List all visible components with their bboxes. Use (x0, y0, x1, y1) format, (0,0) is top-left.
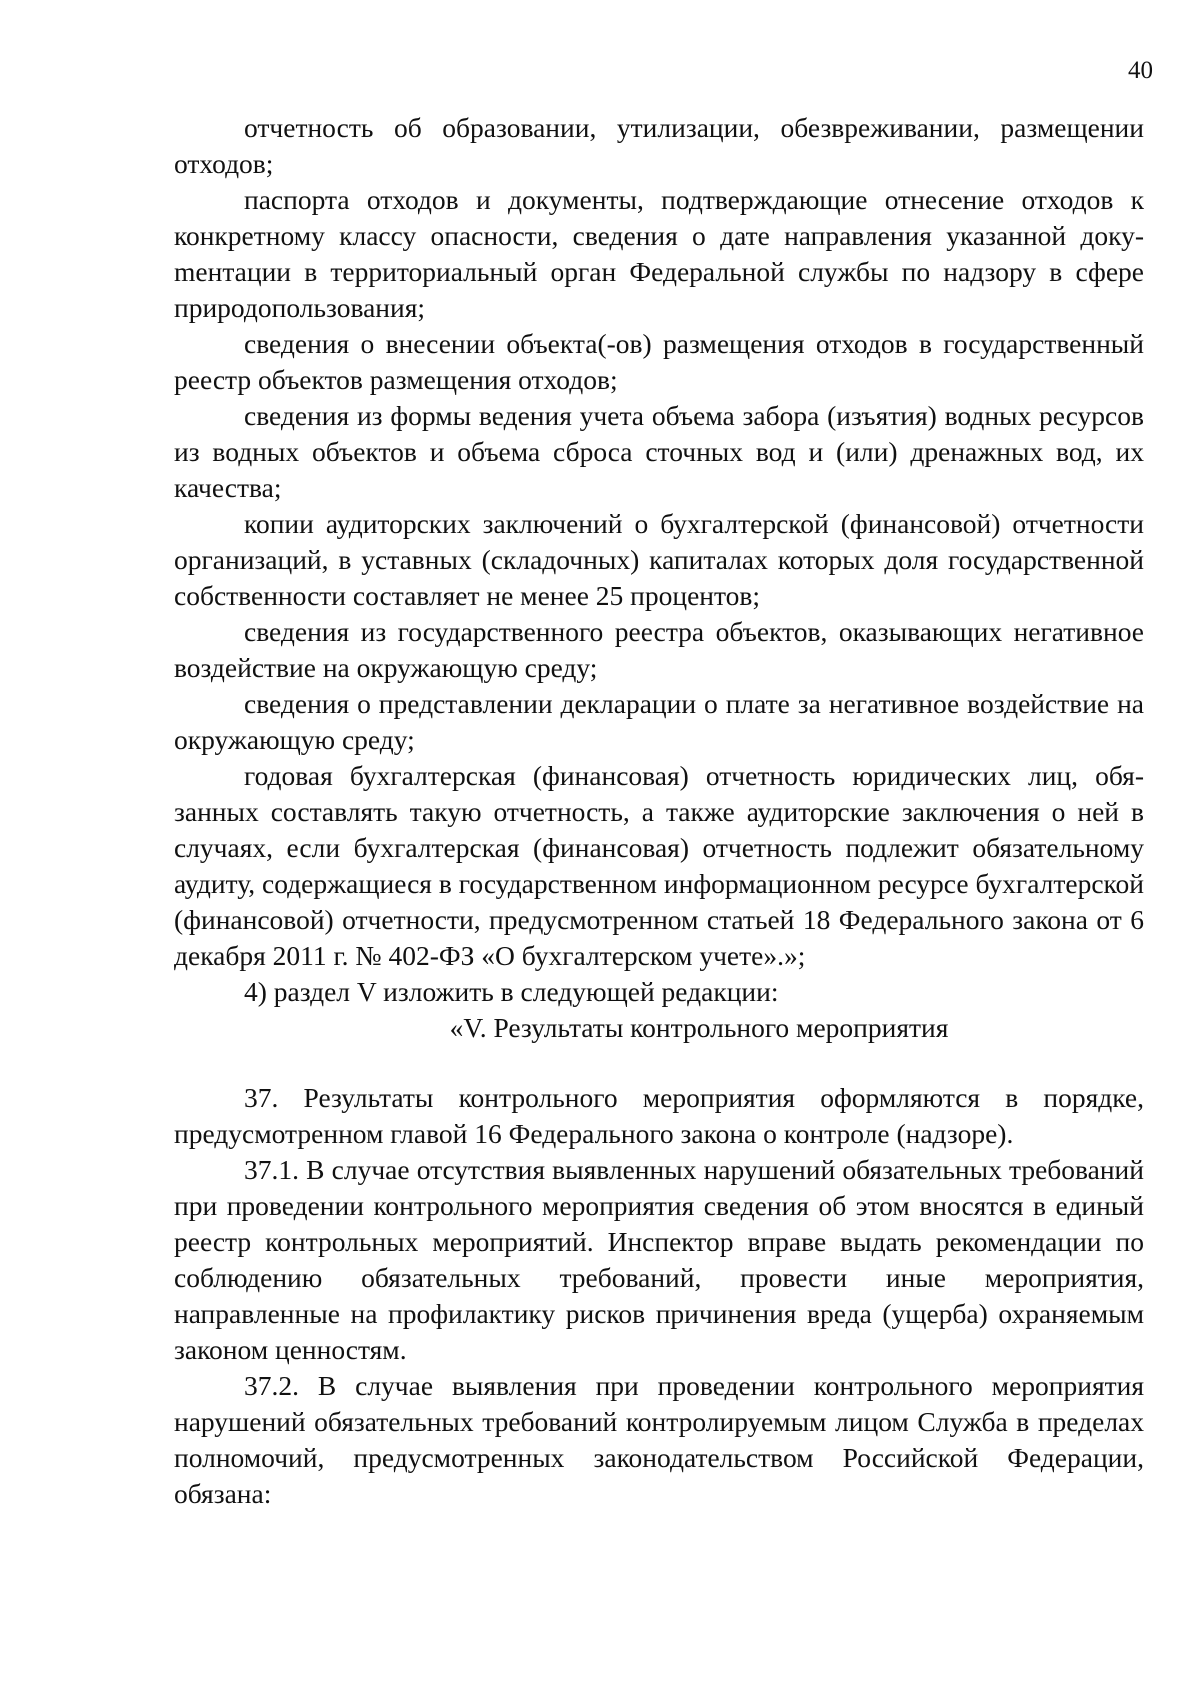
paragraph-37: 37. Результаты контрольного мероприятия оформляются в порядке, предусмотренном главой 16 Федерального закона о контроле (надзоре). (174, 1082, 1144, 1149)
paragraph-37-2: 37.2. В случае выявления при проведении контрольного мероприятия нарушений обязательных требований контролируемым лицом Служба в пределах полномочий, предусмотренных законодательством Российской Федерации, обязана: (174, 1370, 1144, 1509)
section-heading: «V. Результаты контрольного мероприятия (449, 1012, 949, 1043)
paragraph-annual-accounting: годовая бухгалтерская (финансовая) отчетность юридических лиц, обязанных составлять такую отчетность, а также аудиторские заключения о ней в случаях, если бухгалтерская (финансовая) отчетность подлежит обязательному аудиту, содержащиеся в государственном информационном ресурсе бухгалтерской (финансовой) отчетности, предусмотренном статьей 18 Федерального закона от 6 декабря 2011 г. № 402-ФЗ «О бухгалтерском учете».»; (174, 760, 1144, 971)
section-gap (174, 1046, 1144, 1080)
paragraph-section-amendment: 4) раздел V изложить в следующей редакции: (244, 976, 779, 1007)
page-number: 40 (1128, 57, 1153, 84)
document-body (174, 110, 1144, 1512)
paragraph-waste-passports: паспорта отходов и документы, подтверждающие отнесение отходов к конкретному классу опасности, сведения о дате направления указанной докуmентации в территориальный орган Федеральной службы по надзору в сфере природопользования; (174, 184, 1144, 323)
paragraph-water-resources: сведения из формы ведения учета объема забора (изъятия) водных ресурсов из водных объектов и объема сброса сточных вод и (или) дренажных вод, их качества; (174, 400, 1144, 503)
paragraph-37-1: 37.1. В случае отсутствия выявленных нарушений обязательных требований при проведении контрольного мероприятия сведения об этом вносятся в единый реестр контрольных мероприятий. Инспектор вправе выдать рекомендации по соблюдению обязательных требований, провести иные мероприятия, направленные на профилактику рисков причинения вреда (ущерба) охраняемым законом ценностям. (174, 1154, 1144, 1365)
paragraph-waste-registry: сведения о внесении объекта(-ов) размещения отходов в государственный реестр объектов размещения отходов; (174, 328, 1144, 395)
paragraph-waste-reporting: отчетность об образовании, утилизации, обезвреживании, размещении отходов; (174, 112, 1144, 179)
paragraph-impact-registry: сведения из государственного реестра объектов, оказывающих негативное воздействие на окружающую среду; (174, 616, 1144, 683)
paragraph-impact-declaration: сведения о представлении декларации о плате за негативное воздействие на окружающую среду; (174, 688, 1144, 755)
paragraph-audit-reports: копии аудиторских заключений о бухгалтерской (финансовой) отчетности организаций, в уставных (складочных) капиталах которых доля государственной собственности составляет не менее 25 процентов; (174, 508, 1144, 611)
